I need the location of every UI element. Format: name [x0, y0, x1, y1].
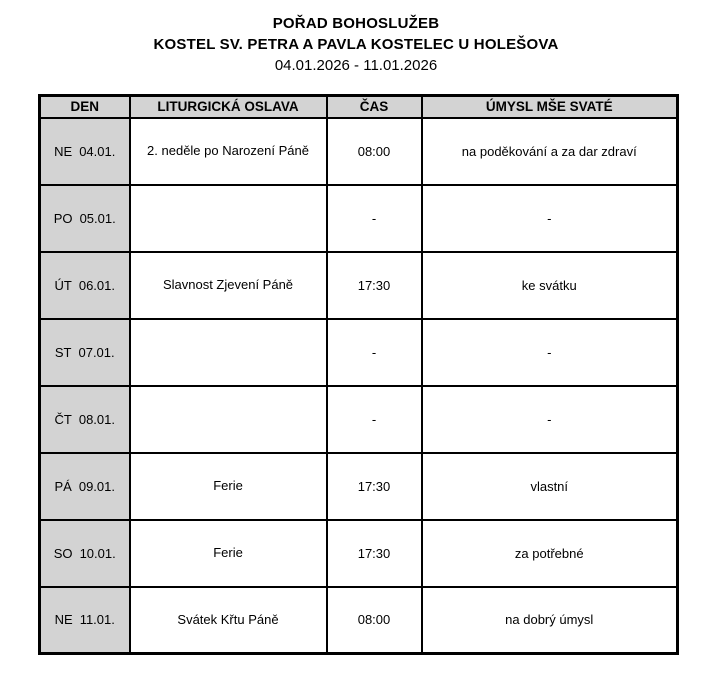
celebration-cell: Slavnost Zjevení Páně [130, 252, 327, 319]
time-cell: 17:30 [327, 453, 422, 520]
day-abbrev: PÁ [54, 478, 72, 494]
table-header-row [40, 96, 678, 118]
table-row [40, 453, 678, 520]
day-abbrev: NE [54, 612, 73, 628]
day-date: 06.01. [78, 277, 115, 293]
day-cell [40, 118, 130, 185]
intention-cell: ke svátku [422, 252, 678, 319]
day-abbrev: NE [54, 143, 73, 159]
celebration-cell [130, 386, 327, 453]
intention-cell: - [422, 185, 678, 252]
day-cell [40, 587, 130, 654]
time-cell: - [327, 185, 422, 252]
time-cell: 17:30 [327, 520, 422, 587]
day-date: 05.01. [79, 210, 116, 226]
celebration-cell: Svátek Křtu Páně [130, 587, 327, 654]
time-cell: 08:00 [327, 587, 422, 654]
column-header-day: DEN [40, 96, 130, 118]
day-date: 04.01. [79, 143, 116, 159]
day-date: 07.01. [78, 344, 115, 360]
day-cell [40, 185, 130, 252]
table-row [40, 319, 678, 386]
intention-cell: na dobrý úmysl [422, 587, 678, 654]
intention-cell: - [422, 386, 678, 453]
column-header-celebration: LITURGICKÁ OSLAVA [130, 96, 327, 118]
day-cell [40, 520, 130, 587]
table-row [40, 185, 678, 252]
table-row [40, 118, 678, 185]
date-range: 04.01.2026 - 11.01.2026 [274, 57, 438, 74]
celebration-cell: Ferie [130, 453, 327, 520]
day-cell [40, 453, 130, 520]
day-date: 08.01. [78, 411, 115, 427]
column-header-intention: ÚMYSL MŠE SVATÉ [422, 96, 678, 118]
time-cell: 08:00 [327, 118, 422, 185]
day-date: 10.01. [79, 545, 116, 561]
day-cell [40, 386, 130, 453]
day-abbrev: SO [53, 545, 73, 561]
intention-cell: vlastní [422, 453, 678, 520]
table-row [40, 252, 678, 319]
intention-cell: - [422, 319, 678, 386]
day-abbrev: ST [54, 344, 72, 360]
schedule-table-body [40, 118, 678, 654]
celebration-cell [130, 185, 327, 252]
day-abbrev: ČT [54, 411, 72, 427]
document-header [0, 13, 712, 76]
church-name: KOSTEL SV. PETRA A PAVLA KOSTELEC U HOLEŠOVA [153, 36, 559, 53]
intention-cell: na poděkování a za dar zdraví [422, 118, 678, 185]
day-abbrev: PO [53, 210, 73, 226]
table-row [40, 386, 678, 453]
time-cell: - [327, 319, 422, 386]
column-header-time: ČAS [327, 96, 422, 118]
page-title: POŘAD BOHOSLUŽEB [272, 15, 440, 32]
celebration-cell [130, 319, 327, 386]
table-row [40, 587, 678, 654]
celebration-cell: Ferie [130, 520, 327, 587]
intention-cell: za potřebné [422, 520, 678, 587]
day-cell [40, 319, 130, 386]
celebration-cell: 2. neděle po Narození Páně [130, 118, 327, 185]
time-cell: 17:30 [327, 252, 422, 319]
schedule-table [38, 94, 679, 655]
day-date: 11.01. [79, 612, 115, 628]
table-row [40, 520, 678, 587]
day-cell [40, 252, 130, 319]
day-date: 09.01. [78, 478, 115, 494]
time-cell: - [327, 386, 422, 453]
day-abbrev: ÚT [54, 277, 72, 293]
